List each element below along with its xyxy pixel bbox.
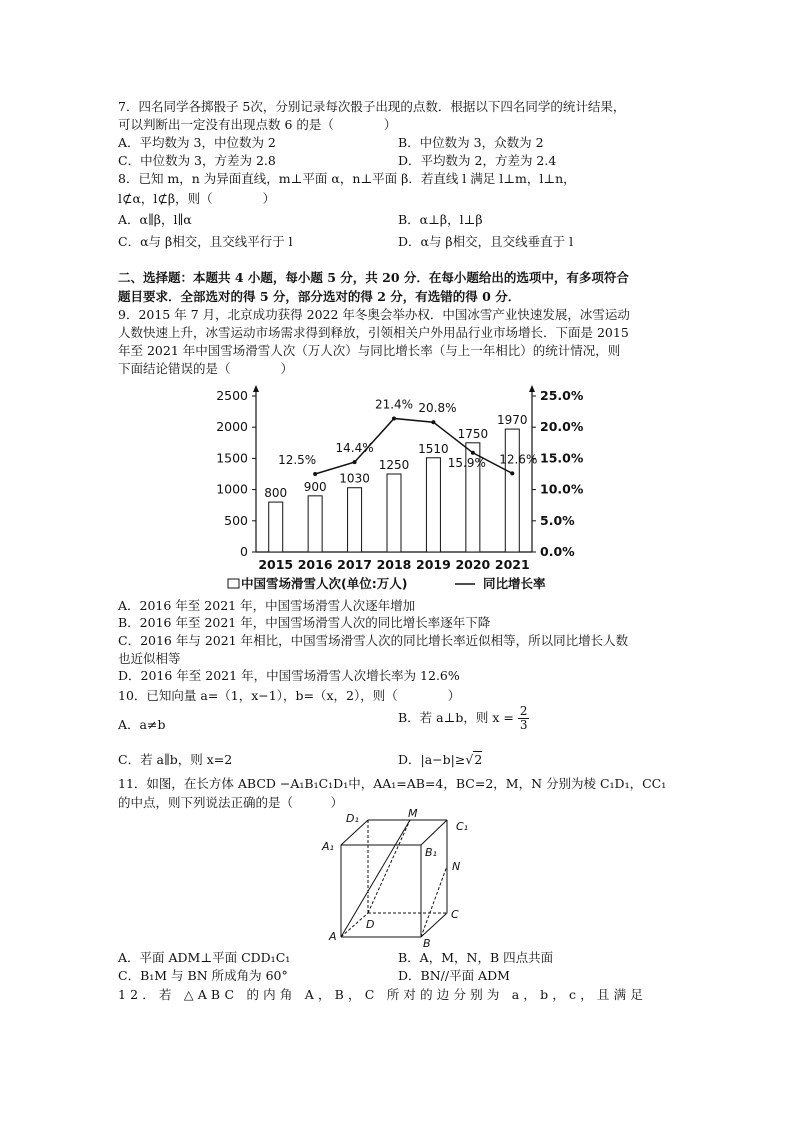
y-axis-right-arrow: [529, 385, 535, 392]
growth-rate-label: 15.9%: [447, 455, 486, 470]
q11-option-c: C．B₁M 与 BN 所成角为 60°: [118, 968, 288, 983]
y-left-tick-label: 2500: [216, 388, 248, 403]
bar-value-label: 900: [303, 479, 327, 494]
q11-stem-line2: 的中点，则下列说法正确的是（ ）: [118, 795, 344, 810]
q10-option-b: [398, 705, 529, 732]
legend-bar-swatch: [228, 579, 239, 588]
q9-stem-line3: 年至 2021 年中国雪场滑雪人次（万人次）与同比增长率（与上一年相比）的统计情况，则: [118, 343, 621, 358]
label-c: C: [451, 908, 459, 921]
bar-2019: [426, 458, 440, 552]
growth-rate-label: 20.8%: [418, 401, 457, 416]
section2-heading-line1: 二、选择题：本题共 4 小题，每小题 5 分，共 20 分．在每小题给出的选项中，有多项符合: [118, 270, 629, 285]
q11-option-d: D．BN//平面 ADM: [398, 968, 510, 983]
x-tick-label: 2021: [494, 557, 530, 572]
bar-value-label: 1030: [339, 471, 370, 486]
bar-value-label: 800: [264, 486, 288, 501]
q10-option-a: A．a≠b: [118, 717, 166, 732]
legend-line-label: 同比增长率: [483, 576, 546, 591]
label-n: N: [452, 860, 461, 873]
q10-option-b-fraction: [518, 705, 530, 732]
q9-option-b: B．2016 年至 2021 年，中国雪场滑雪人次的同比增长率逐年下降: [118, 615, 491, 630]
label-m: M: [408, 808, 418, 820]
q9-option-d: D．2016 年至 2021 年，中国雪场滑雪人次增长率为 12.6%: [118, 668, 460, 683]
q10-option-d-text: D．|a−b|≥: [398, 752, 466, 767]
label-d1: D₁: [346, 812, 359, 825]
bar-2016: [308, 496, 322, 552]
growth-rate-point: [392, 416, 396, 420]
growth-rate-label: 21.4%: [374, 397, 414, 412]
y-right-tick-label: 15.0%: [540, 450, 584, 466]
q9-option-c-line1: C．2016 年与 2021 年相比，中国雪场滑雪人次的同比增长率近似相等，所以同比增长人数: [118, 633, 629, 648]
q10-option-d: D．|a−b|≥√2: [398, 752, 483, 767]
q9-stem-line2: 人数快速上升，冰雪运动市场需求得到释放，引领相关户外用品行业市场增长．下面是 2015: [118, 325, 629, 340]
growth-rate-label: 14.4%: [335, 441, 374, 456]
segment-d-m-hidden: [368, 820, 410, 913]
growth-rate-label: 12.6%: [499, 452, 538, 467]
q7-stem-line2: 可以判断出一定没有出现点数 6 的是（ ）: [118, 117, 397, 132]
q9-option-c-line2: 也近似相等: [118, 651, 181, 666]
q10-fraction-numerator: 2: [519, 704, 528, 718]
x-tick-label: 2016: [297, 557, 333, 572]
q8-option-d: D．α与 β相交，且交线垂直于 l: [398, 234, 574, 249]
q7-option-b: B．中位数为 3，众数为 2: [398, 135, 544, 150]
cuboid-figure: [310, 808, 480, 948]
y-right-tick-label: 5.0%: [540, 512, 575, 528]
label-d: D: [366, 918, 375, 931]
y-right-tick-label: 10.0%: [540, 481, 584, 497]
q9-stem-line1: 9．2015 年 7 月，北京成功获得 2022 年冬奥会举办权．中国冰雪产业快速发展，冰雪运动: [118, 307, 630, 322]
y-left-tick-label: 500: [224, 512, 248, 528]
segment-a-m: [341, 820, 410, 937]
growth-rate-point: [471, 451, 475, 455]
growth-rate-point: [510, 471, 514, 475]
q10-option-c: C．若 a∥b，则 x=2: [118, 752, 233, 767]
growth-rate-point: [431, 420, 435, 424]
y-right-tick-label: 20.0%: [540, 419, 584, 435]
label-b: B: [423, 937, 431, 948]
label-a: A: [329, 930, 337, 943]
q8-option-b: B．α⊥β，l⊥β: [398, 212, 483, 227]
bar-value-label: 1750: [457, 426, 489, 441]
bar-2017: [348, 488, 362, 552]
q8-option-a: A．α∥β，l∥α: [118, 212, 192, 227]
q8-option-c: C．α与 β相交，且交线平行于 l: [118, 234, 293, 249]
segment-b-n-hidden: [421, 866, 447, 937]
bar-value-label: 1510: [418, 441, 449, 456]
x-tick-label: 2017: [337, 557, 372, 572]
q8-stem-line2: l⊄α，l⊄β，则（ ）: [118, 191, 276, 206]
y-axis-left-arrow: [253, 385, 259, 392]
y-left-tick-label: 0: [240, 544, 248, 559]
y-right-tick-label: 25.0%: [540, 388, 584, 403]
y-right-tick-label: 0.0%: [540, 544, 575, 559]
growth-rate-point: [313, 472, 317, 476]
q7-stem-line1: 7．四名同学各掷骰子 5次，分别记录每次骰子出现的点数．根据以下四名同学的统计结果，: [118, 99, 626, 114]
q10-fraction-denominator: 3: [519, 718, 528, 732]
growth-rate-point: [353, 460, 357, 464]
q7-option-d: D．平均数为 2，方差为 2.4: [398, 153, 557, 168]
y-left-tick-label: 2000: [216, 419, 248, 435]
q10-option-d-radicand: 2: [474, 752, 483, 767]
q8-stem-line1: 8．已知 m，n 为异面直线，m⊥平面 α，n⊥平面 β．若直线 l 满足 l⊥m，l⊥n，: [118, 171, 576, 186]
section2-heading-line2: 题目要求．全部选对的得 5 分，部分选对的得 2 分，有选错的得 0 分．: [118, 289, 521, 304]
label-c1: C₁: [456, 820, 469, 833]
growth-rate-label: 12.5%: [278, 453, 317, 467]
q11-option-a: A．平面 ADM⊥平面 CDD₁C₁: [118, 950, 291, 965]
q11-stem-line1: 11．如图，在长方体 ABCD −A₁B₁C₁D₁中，AA₁=AB=4，BC=2，M，N 分别为棱 C₁D₁，CC₁: [118, 776, 667, 791]
q9-option-a: A．2016 年至 2021 年，中国雪场滑雪人次逐年增加: [118, 598, 416, 613]
bar-2018: [387, 474, 401, 552]
legend-bar-label: 中国雪场滑雪人次(单位:万人): [241, 576, 408, 591]
q12-stem-line1: 12．若 △ABC 的内角 A，B，C 所对的边分别为 a，b，c，且满足: [118, 987, 648, 1002]
edge-b1-c1: [421, 820, 447, 845]
y-left-tick-label: 1500: [216, 450, 248, 466]
bar-2015: [269, 502, 283, 552]
label-b1: B₁: [425, 846, 437, 859]
edge-a-d-hidden: [341, 913, 368, 937]
x-tick-label: 2019: [416, 557, 451, 572]
bar-value-label: 1250: [378, 458, 410, 472]
q10-stem: 10．已知向量 a=（1，x−1），b=（x，2），则（ ）: [118, 688, 461, 703]
q7-option-a: A．平均数为 3，中位数为 2: [118, 135, 276, 150]
x-tick-label: 2018: [376, 557, 412, 572]
ski-visits-chart: [200, 380, 600, 598]
q10-option-b-text: B．若 a⊥b，则 x =: [398, 710, 514, 725]
x-tick-label: 2020: [455, 557, 491, 572]
x-tick-label: 2015: [258, 557, 294, 572]
bar-2021: [505, 429, 519, 552]
bar-value-label: 1970: [497, 413, 528, 428]
label-a1: A₁: [322, 840, 334, 853]
q9-stem-line4: 下面结论错误的是（ ）: [118, 361, 294, 376]
q7-option-c: C．中位数为 3，方差为 2.8: [118, 153, 276, 168]
y-left-tick-label: 1000: [216, 481, 248, 497]
q11-option-b: B．A，M，N，B 四点共面: [398, 950, 554, 965]
